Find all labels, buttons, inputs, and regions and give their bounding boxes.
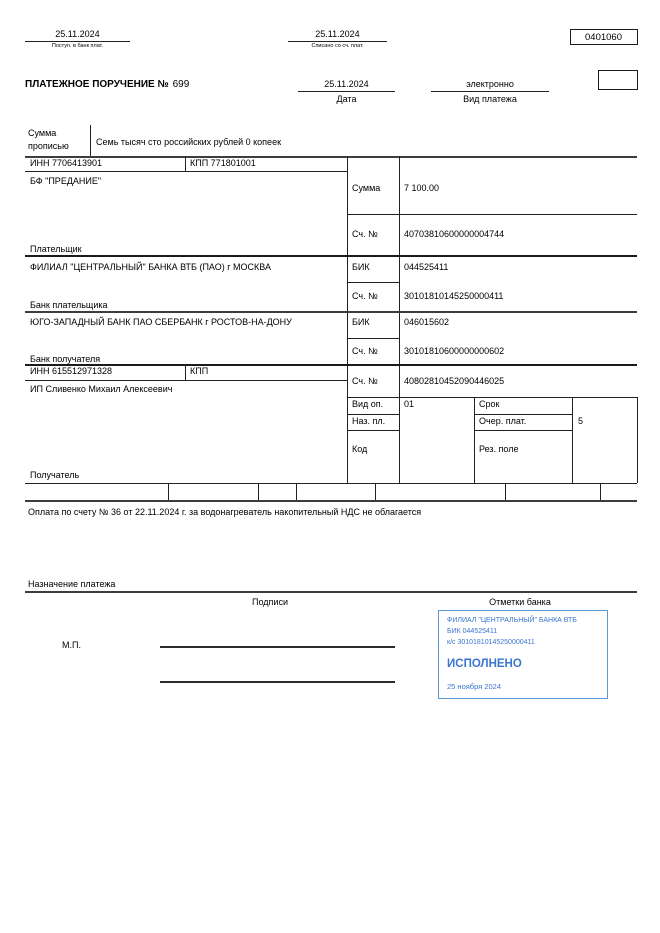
payee-bank-bottom-line <box>25 364 637 366</box>
op-kind-value: 01 <box>404 399 415 409</box>
payee-bank-account-value: 30101810600000000602 <box>404 346 505 356</box>
table-vline-main <box>347 156 348 483</box>
tax-strip-divider-2 <box>258 483 259 500</box>
priority-line <box>474 430 572 431</box>
amount-words-label: Сумма прописью <box>28 128 69 151</box>
payee-bank-account-label: Сч. № <box>352 346 378 356</box>
table-vline-right <box>637 397 638 483</box>
stamp-bank-name: ФИЛИАЛ "ЦЕНТРАЛЬНЫЙ" БАНКА ВТБ <box>447 617 577 624</box>
payment-kind-label: Вид платежа <box>463 94 517 104</box>
signature-line-2 <box>160 681 395 683</box>
signatures-label: Подписи <box>252 597 288 607</box>
priority-label: Очер. плат. <box>479 416 527 426</box>
pay-purpose-line <box>347 430 399 431</box>
payee-bank-bik-label: БИК <box>352 317 370 327</box>
debited-date-label: Списано со сч. плат. <box>311 43 364 49</box>
payer-bank-bik-label: БИК <box>352 262 370 272</box>
payment-kind-value: электронно <box>466 79 514 89</box>
payee-name: ИП Сливенко Михаил Алексеевич <box>30 384 173 394</box>
payer-bottom-line <box>25 255 637 257</box>
payee-account-value: 40802810452090446025 <box>404 376 505 386</box>
tax-strip-divider-1 <box>168 483 169 500</box>
op-block-top-line <box>347 397 637 398</box>
debited-date: 25.11.2024 <box>315 29 360 39</box>
signature-line-1 <box>160 646 395 648</box>
payment-kind-underline <box>431 91 549 92</box>
mp-label: М.П. <box>62 640 81 650</box>
payee-label: Получатель <box>30 470 80 480</box>
stamp-corr-account: к/с 30101810145250000411 <box>447 639 535 646</box>
document-date: 25.11.2024 <box>324 79 369 89</box>
document-date-label: Дата <box>336 94 357 104</box>
payee-bank-name: ЮГО-ЗАПАДНЫЙ БАНК ПАО СБЕРБАНК г РОСТОВ-НА-ДОНУ <box>30 317 292 327</box>
payer-bank-account-label: Сч. № <box>352 291 378 301</box>
payer-bank-label: Банк плательщика <box>30 300 108 310</box>
payer-inn-row-line <box>25 171 347 172</box>
payer-bank-bik-value: 044525411 <box>404 262 449 272</box>
stamp-status: ИСПОЛНЕНО <box>447 658 522 670</box>
payer-name: БФ "ПРЕДАНИЕ" <box>30 176 102 186</box>
payer-bank-name: ФИЛИАЛ "ЦЕНТРАЛЬНЫЙ" БАНКА ВТБ (ПАО) г МОСКВА <box>30 262 271 272</box>
status-code-box <box>598 70 638 90</box>
form-code: 0401060 <box>585 31 622 43</box>
payee-bank-label: Банк получателя <box>30 354 101 364</box>
purpose-bottom-line <box>25 591 637 593</box>
payee-bank-bik-line <box>347 338 399 339</box>
stamp-bik: БИК 044525411 <box>447 628 498 635</box>
payee-inn: ИНН 615512971328 <box>30 366 113 376</box>
document-number: 699 <box>172 79 190 90</box>
amount-row-line <box>347 214 637 215</box>
tax-strip-divider-4 <box>375 483 376 500</box>
payer-label: Плательщик <box>30 244 82 254</box>
amount-value: 7 100.00 <box>404 183 440 193</box>
form-code-box <box>570 29 638 45</box>
term-line <box>474 414 572 415</box>
bank-stamp <box>438 610 608 699</box>
section-line-amount <box>25 156 637 158</box>
tax-strip-divider-3 <box>296 483 297 500</box>
bank-marks-label: Отметки банка <box>489 597 551 607</box>
table-vline-labels <box>399 156 400 483</box>
debited-date-underline <box>288 41 387 42</box>
op-kind-label: Вид оп. <box>352 399 384 409</box>
payee-kpp: КПП <box>190 366 209 376</box>
payee-bank-bik-value: 046015602 <box>404 317 450 327</box>
tax-strip-top-line <box>25 483 637 484</box>
payee-inn-row-line <box>25 380 347 381</box>
payer-inn: ИНН 7706413901 <box>30 158 103 168</box>
table-vline-op3 <box>572 397 573 483</box>
tax-strip-bottom-line <box>25 500 637 502</box>
payee-account-label: Сч. № <box>352 376 378 386</box>
amount-words-value: Семь тысяч сто российских рублей 0 копеек <box>96 137 282 147</box>
tax-strip-divider-5 <box>505 483 506 500</box>
code-label: Код <box>352 444 368 454</box>
reserve-field-label: Рез. поле <box>479 444 519 454</box>
payment-purpose-text: Оплата по счету № 36 от 22.11.2024 г. за водонагреватель накопительный НДС не облагается <box>28 507 422 517</box>
payer-bank-bottom-line <box>25 311 637 313</box>
payer-kpp: КПП 771801001 <box>190 158 256 168</box>
payer-account-label: Сч. № <box>352 229 378 239</box>
tax-strip-divider-6 <box>600 483 601 500</box>
document-date-underline <box>298 91 395 92</box>
document-title <box>25 79 189 90</box>
table-vline-op2 <box>474 397 475 483</box>
received-date-underline <box>25 41 130 42</box>
payment-purpose-label: Назначение платежа <box>28 579 116 589</box>
amount-label: Сумма <box>352 183 381 193</box>
received-date-label: Поступ. в банк плат. <box>51 43 104 49</box>
payer-inn-kpp-divider <box>185 156 186 171</box>
priority-value: 5 <box>578 416 584 426</box>
stamp-date: 25 ноября 2024 <box>447 682 502 691</box>
op-kind-line <box>347 414 399 415</box>
payer-bank-account-value: 30101810145250000411 <box>404 291 504 301</box>
payer-bank-bik-line <box>347 282 399 283</box>
document-title-text: ПЛАТЕЖНОЕ ПОРУЧЕНИЕ № <box>25 79 169 90</box>
received-date: 25.11.2024 <box>55 29 100 39</box>
payee-inn-kpp-divider <box>185 364 186 380</box>
payer-account-value: 40703810600000004744 <box>404 229 505 239</box>
pay-purpose-code-label: Наз. пл. <box>352 416 386 426</box>
term-label: Срок <box>479 399 500 409</box>
amount-words-divider <box>90 125 91 156</box>
